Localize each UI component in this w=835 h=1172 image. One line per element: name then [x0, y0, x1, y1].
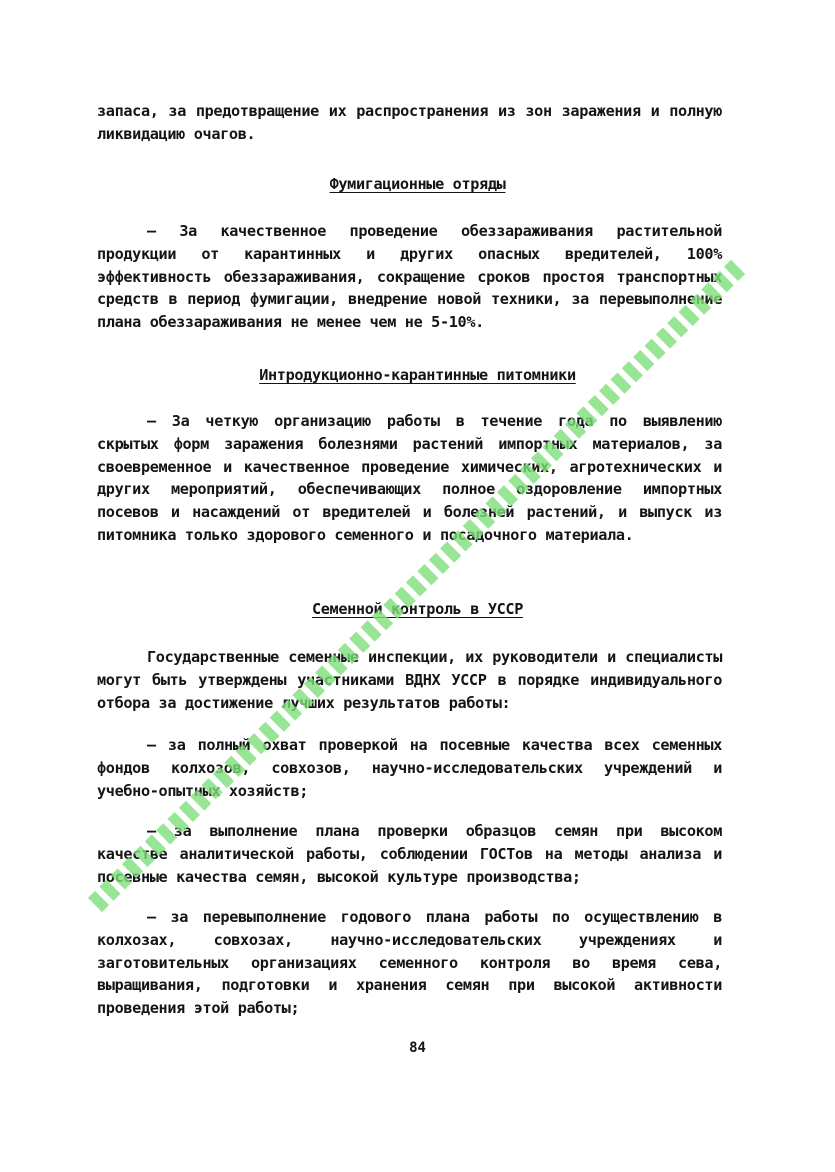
section-heading-fumigation: Фумигационные отряды — [329, 175, 506, 193]
nurseries-paragraph: – За четкую организацию работы в течение года по выявлению скрытых форм заражения болезнями растений импортных материалов, за своевременное и качественное проведение химических, агротехнических и других мероприятий, обеспечивающих полное оздоровление импортных посевов и насаждений от вредителей и болезней растений, и выпуск из питомника только здорового семенного и посадочного материала. — [97, 412, 722, 544]
seed-control-intro-paragraph: Государственные семенные инспекции, их руководители и специалисты могут быть утверждены участниками ВДНХ УССР в порядке индивидуального отбора за достижение лучших результатов работы: — [97, 648, 722, 712]
intro-paragraph: запаса, за предотвращение их распространения из зон заражения и полную ликвидацию очагов. — [97, 102, 722, 143]
seed-control-item-3: – за перевыполнение годового плана работы по осуществлению в колхозах, совхозах, научно-исследовательских учреждениях и заготовительных организациях семенного контроля во время сева, выращивания, подготовки и хранения семян при высокой активности проведения этой работы; — [97, 908, 722, 1018]
section-heading-nurseries: Интродукционно-карантинные питомники — [259, 366, 576, 384]
section-heading-seed-control: Семенной контроль в УССР — [311, 600, 524, 618]
seed-control-item-1: – за полный охват проверкой на посевные качества всех семенных фондов колхозов, совхозов, научно-исследовательских учреждений и учебно-опытных хозяйств; — [97, 736, 722, 800]
seed-control-item-2: – за выполнение плана проверки образцов семян при высоком качестве аналитической работы, соблюдении ГОСТов на методы анализа и посевные качества семян, высокой культуре производства; — [97, 822, 722, 886]
fumigation-paragraph: – За качественное проведение обеззараживания растительной продукции от карантинных и других опасных вредителей, 100% эффективность обеззараживания, сокращение сроков простоя транспортных средств в период фумигации, внедрение новой техники, за перевыполнение плана обеззараживания не менее чем не 5-10%. — [97, 222, 722, 332]
page-number: 84 — [409, 1040, 426, 1056]
